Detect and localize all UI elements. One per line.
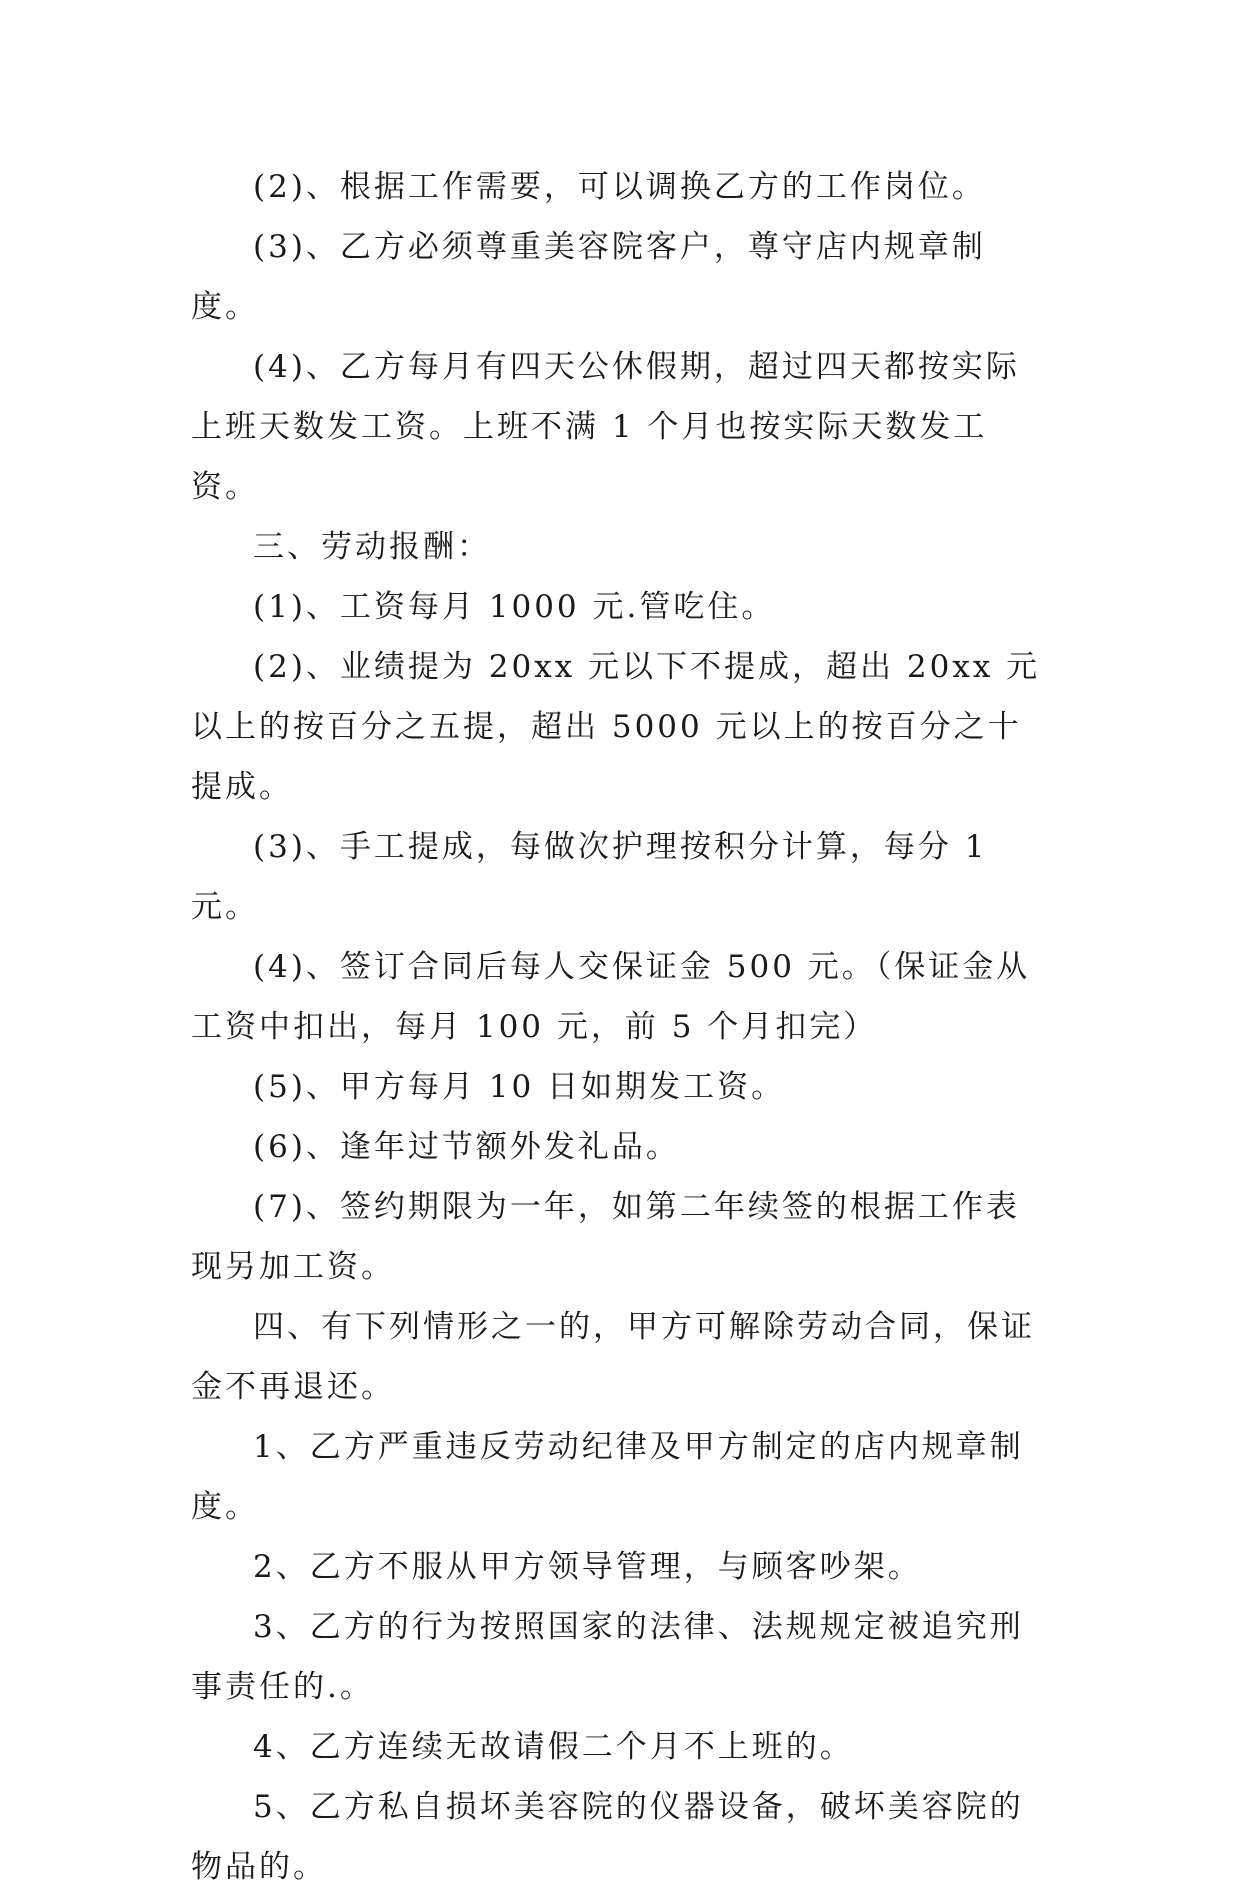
- paragraph-2-job-transfer: (2)、根据工作需要，可以调换乙方的工作岗位。: [253, 169, 986, 205]
- termination-item-4: 4、乙方连续无故请假二个月不上班的。: [253, 1729, 854, 1765]
- termination-item-5: 5、乙方私自损坏美容院的仪器设备，破坏美容院的物品的。: [191, 1789, 1024, 1885]
- section-heading-termination: 四、有下列情形之一的，甲方可解除劳动合同，保证金不再退还。: [191, 1309, 1035, 1405]
- paragraph-7-contract-term: (7)、签约期限为一年，如第二年续签的根据工作表现另加工资。: [191, 1189, 1020, 1285]
- paragraph-3-respect-customers: (3)、乙方必须尊重美容院客户，尊守店内规章制度。: [191, 229, 986, 325]
- termination-item-2: 2、乙方不服从甲方领导管理，与顾客吵架。: [253, 1549, 922, 1585]
- paragraph-3-manual-commission: (3)、手工提成，每做次护理按积分计算，每分 1 元。: [191, 829, 988, 925]
- paragraph-5-payday: (5)、甲方每月 10 日如期发工资。: [253, 1069, 786, 1105]
- paragraph-4-days-off: (4)、乙方每月有四天公休假期，超过四天都按实际上班天数发工资。上班不满 1 个月也按实际天数发工资。: [191, 349, 1020, 505]
- termination-item-1: 1、乙方严重违反劳动纪律及甲方制定的店内规章制度。: [191, 1429, 1024, 1525]
- paragraph-6-holiday-gifts: (6)、逢年过节额外发礼品。: [253, 1129, 680, 1165]
- paragraph-1-salary: (1)、工资每月 1000 元.管吃住。: [253, 589, 776, 625]
- termination-item-3: 3、乙方的行为按照国家的法律、法规规定被追究刑事责任的.。: [191, 1609, 1024, 1705]
- document-body: [191, 157, 1051, 1897]
- paragraph-4-deposit: (4)、签订合同后每人交保证金 500 元。（保证金从工资中扣出，每月 100 元，前 5 个月扣完）: [191, 949, 1031, 1045]
- paragraph-2-commission: (2)、业绩提为 20xx 元以下不提成，超出 20xx 元以上的按百分之五提，超出 5000 元以上的按百分之十提成。: [191, 649, 1041, 805]
- section-heading-remuneration: 三、劳动报酬：: [253, 529, 491, 565]
